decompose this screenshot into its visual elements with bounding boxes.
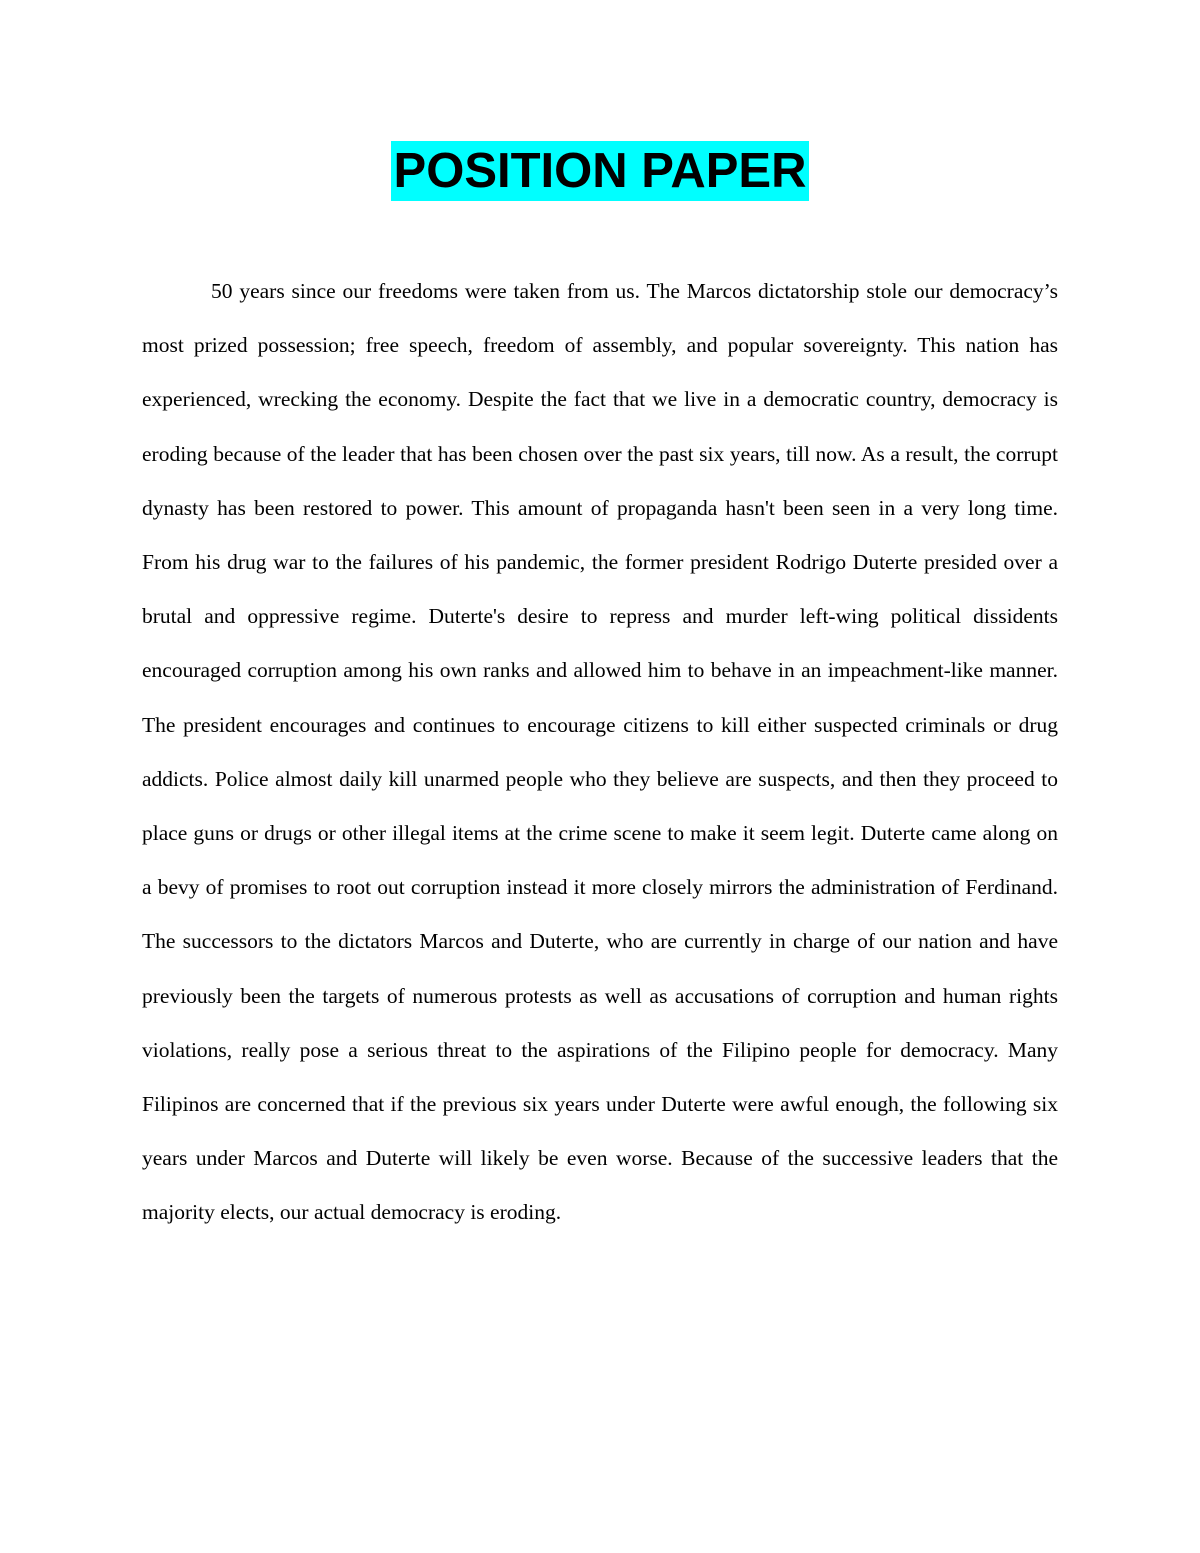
title-container xyxy=(0,141,1200,201)
document-title: POSITION PAPER xyxy=(391,141,810,201)
body-paragraph: 50 years since our freedoms were taken from us. The Marcos dictatorship stole our democracy’s most prized possession; free speech, freedom of assembly, and popular sovereignty. This nation has experienced, wrecking the economy. Despite the fact that we live in a democratic country, democracy is eroding because of the leader that has been chosen over the past six years, till now. As a result, the corrupt dynasty has been restored to power. This amount of propaganda hasn't been seen in a very long time. From his drug war to the failures of his pandemic, the former president Rodrigo Duterte presided over a brutal and oppressive regime. Duterte's desire to repress and murder left-wing political dissidents encouraged corruption among his own ranks and allowed him to behave in an impeachment-like manner. The president encourages and continues to encourage citizens to kill either suspected criminals or drug addicts. Police almost daily kill unarmed people who they believe are suspects, and then they proceed to place guns or drugs or other illegal items at the crime scene to make it seem legit. Duterte came along on a bevy of promises to root out corruption instead it more closely mirrors the administration of Ferdinand. The successors to the dictators Marcos and Duterte, who are currently in charge of our nation and have previously been the targets of numerous protests as well as accusations of corruption and human rights violations, really pose a serious threat to the aspirations of the Filipino people for democracy. Many Filipinos are concerned that if the previous six years under Duterte were awful enough, the following six years under Marcos and Duterte will likely be even worse. Because of the successive leaders that the majority elects, our actual democracy is eroding. xyxy=(142,279,1058,1225)
